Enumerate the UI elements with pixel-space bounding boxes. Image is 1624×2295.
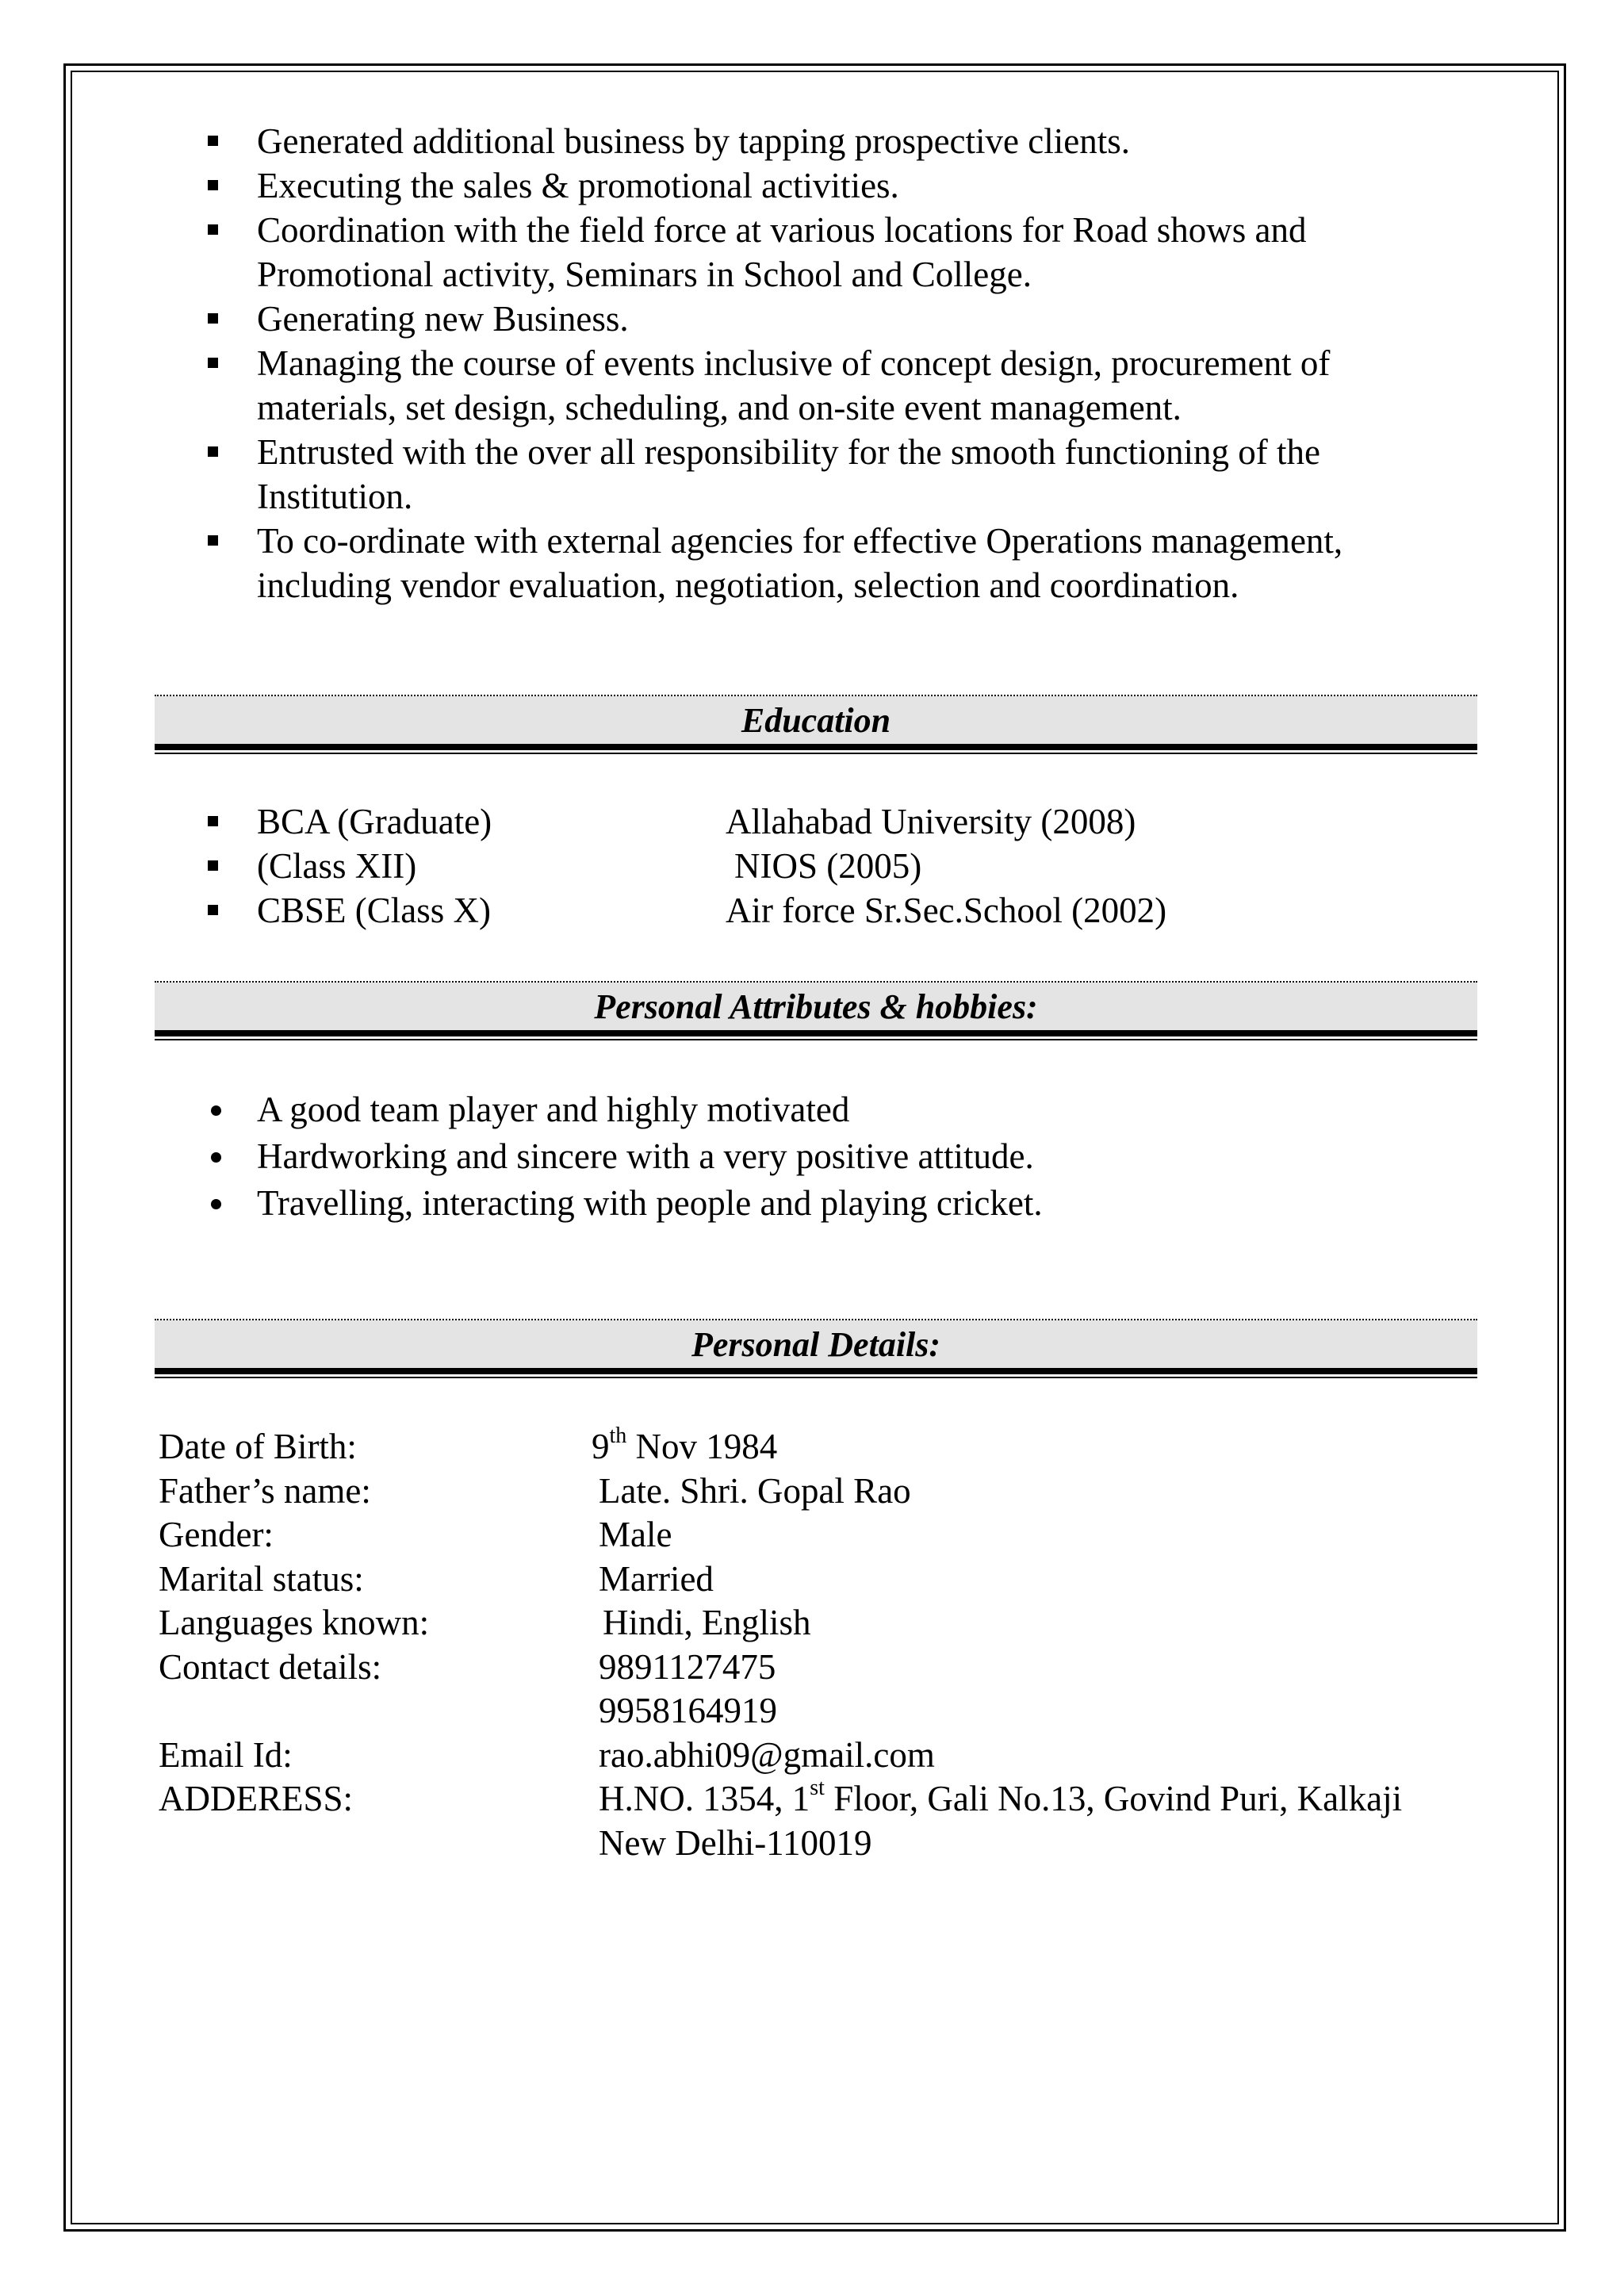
square-bullet-icon <box>208 535 218 546</box>
address-label: ADDERESS: <box>159 1779 354 1818</box>
list-item: Executing the sales & promotional activities. <box>206 163 1443 208</box>
gender-label: Gender: <box>159 1515 274 1554</box>
square-bullet-icon <box>208 136 218 146</box>
languages-row <box>159 1601 1459 1646</box>
work-duties-list <box>206 119 1443 607</box>
round-bullet-icon <box>211 1105 221 1116</box>
dob-row <box>159 1425 1459 1469</box>
round-bullet-icon <box>211 1152 221 1163</box>
institution: Air force Sr.Sec.School (2002) <box>726 891 1167 930</box>
institution: NIOS (2005) <box>734 846 922 886</box>
contact-row <box>159 1646 1459 1690</box>
list-item: Managing the course of events inclusive of concept design, procurement of materials, set design, scheduling, and on-site event management. <box>206 341 1443 430</box>
institution: Allahabad University (2008) <box>726 802 1136 841</box>
list-item: Hardworking and sincere with a very positive attitude. <box>206 1133 1443 1180</box>
contact-label: Contact details: <box>159 1646 382 1687</box>
list-item: A good team player and highly motivated <box>206 1086 1443 1133</box>
degree: CBSE (Class X) <box>257 891 492 930</box>
thick-rule <box>155 1368 1477 1374</box>
father-label: Father’s name: <box>159 1470 371 1511</box>
contact-value: 9891127475 <box>599 1646 776 1687</box>
square-bullet-icon <box>208 905 218 915</box>
square-bullet-icon <box>208 860 218 871</box>
list-item <box>206 799 1443 844</box>
square-bullet-icon <box>208 313 218 324</box>
marital-label: Marital status: <box>159 1558 364 1599</box>
dob-label: Date of Birth: <box>159 1427 357 1466</box>
list-item <box>206 844 1443 888</box>
dob-value: 9th Nov 1984 <box>592 1423 778 1466</box>
address-value-line2: New Delhi-110019 <box>599 1822 872 1863</box>
square-bullet-icon <box>208 224 218 235</box>
personal-details-section-header <box>155 1319 1477 1378</box>
list-item: To co-ordinate with external agencies for effective Operations management, including vendor evaluation, negotiation, selection and coordination. <box>206 519 1443 607</box>
round-bullet-icon <box>211 1199 221 1209</box>
email-label: Email Id: <box>159 1734 293 1775</box>
personal-details <box>159 1425 1459 1865</box>
square-bullet-icon <box>208 358 218 368</box>
languages-value: Hindi, English <box>603 1603 811 1642</box>
languages-label: Languages known: <box>159 1603 430 1642</box>
contact-row-2 <box>159 1689 1459 1734</box>
marital-row <box>159 1557 1459 1602</box>
address-row-2 <box>159 1822 1459 1866</box>
marital-value: Married <box>599 1558 714 1599</box>
email-value: rao.abhi09@gmail.com <box>599 1734 935 1775</box>
gender-value: Male <box>599 1515 672 1554</box>
thin-rule <box>155 1377 1477 1378</box>
section-title: Personal Attributes & hobbies: <box>155 983 1477 1030</box>
list-item: Entrusted with the over all responsibility for the smooth functioning of the Institution. <box>206 430 1443 519</box>
square-bullet-icon <box>208 446 218 457</box>
thick-rule <box>155 744 1477 750</box>
square-bullet-icon <box>208 816 218 826</box>
section-title: Personal Details: <box>155 1320 1477 1368</box>
address-row <box>159 1777 1459 1822</box>
list-item: Travelling, interacting with people and playing cricket. <box>206 1180 1443 1227</box>
thin-rule <box>155 753 1477 754</box>
thick-rule <box>155 1030 1477 1036</box>
father-value: Late. Shri. Gopal Rao <box>599 1470 911 1511</box>
list-item <box>206 888 1443 933</box>
list-item: Coordination with the field force at various locations for Road shows and Promotional activity, Seminars in School and College. <box>206 208 1443 297</box>
degree: BCA (Graduate) <box>257 802 492 841</box>
degree: (Class XII) <box>257 846 417 886</box>
education-section-header <box>155 695 1477 754</box>
thin-rule <box>155 1039 1477 1040</box>
father-row <box>159 1469 1459 1514</box>
email-row <box>159 1734 1459 1778</box>
square-bullet-icon <box>208 180 218 190</box>
attributes-list <box>206 1086 1443 1227</box>
list-item: Generating new Business. <box>206 297 1443 341</box>
gender-row <box>159 1513 1459 1557</box>
contact-value: 9958164919 <box>599 1691 777 1730</box>
attributes-section-header <box>155 981 1477 1040</box>
list-item: Generated additional business by tapping prospective clients. <box>206 119 1443 163</box>
section-title: Education <box>155 696 1477 744</box>
address-value: H.NO. 1354, 1st Floor, Gali No.13, Govind Puri, Kalkaji <box>599 1776 1403 1818</box>
education-list <box>206 799 1443 933</box>
